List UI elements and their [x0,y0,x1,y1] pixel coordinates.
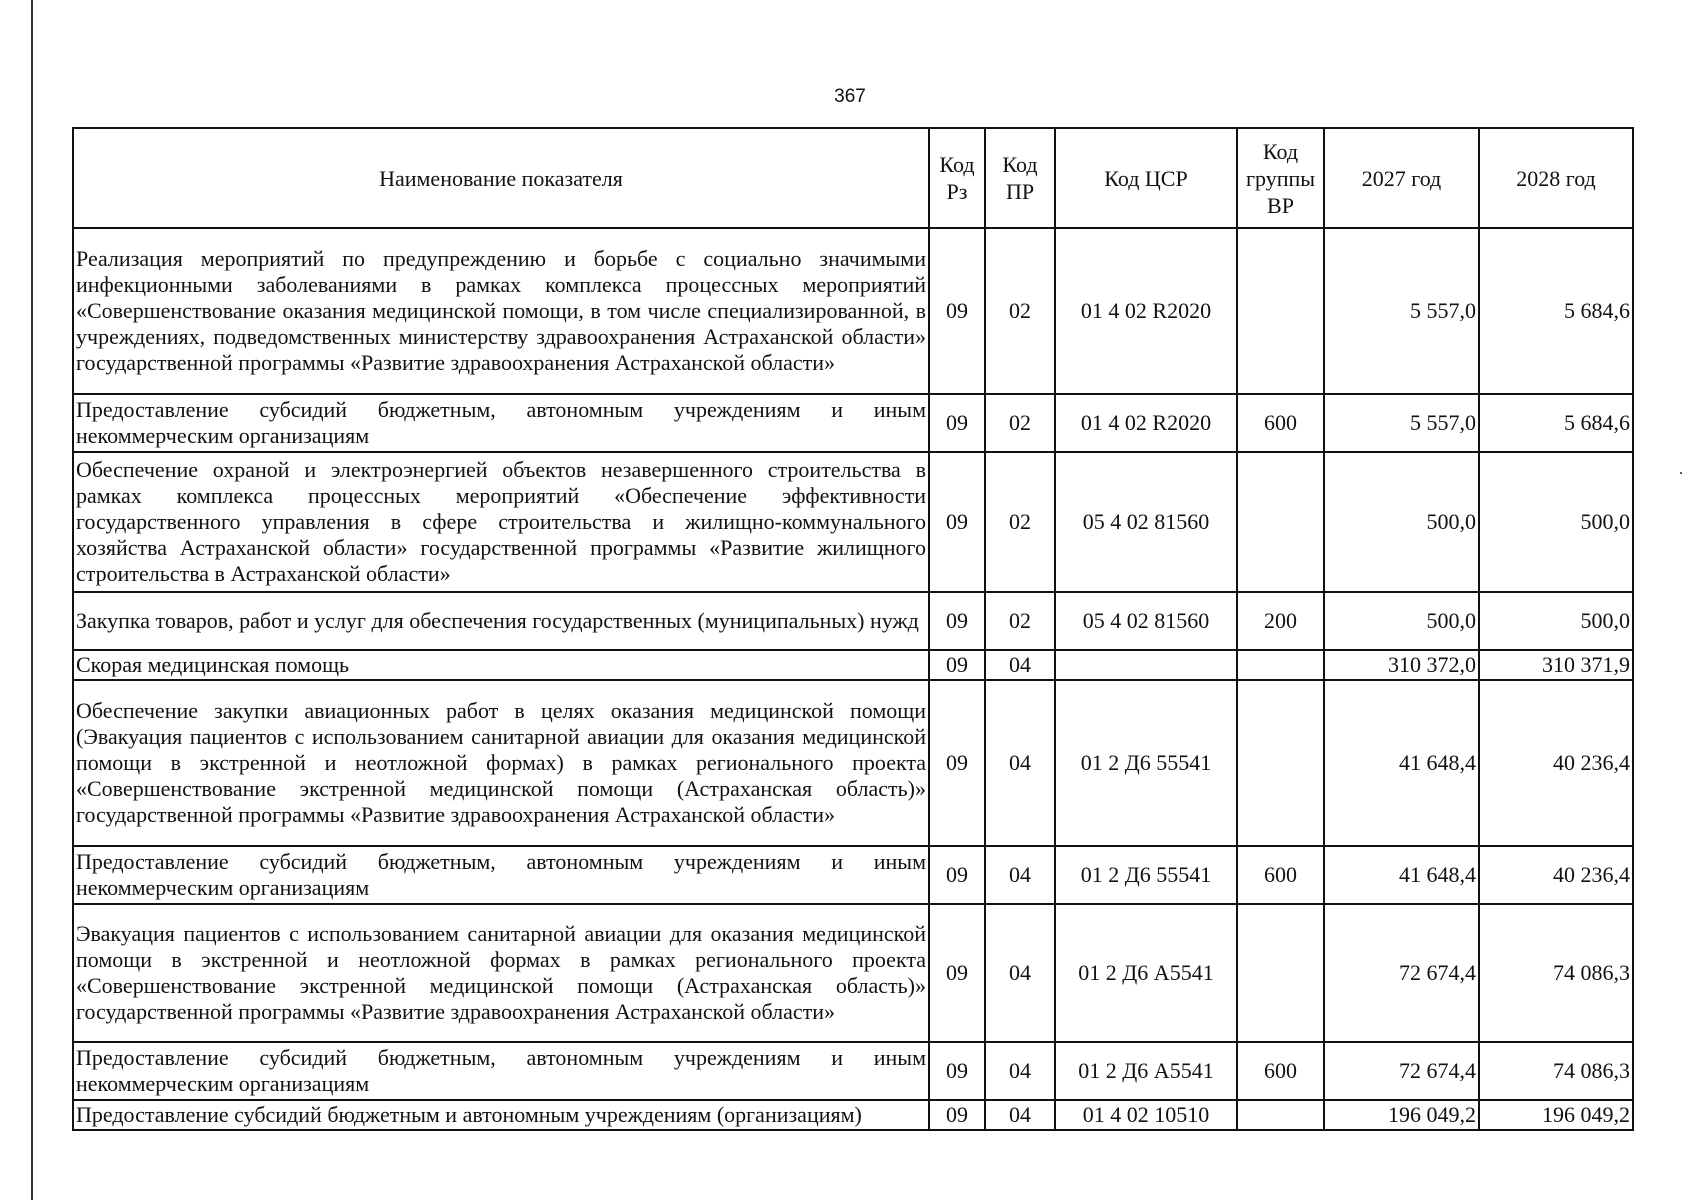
row-csr: 05 4 02 81560 [1055,592,1237,650]
row-pr: 04 [985,846,1055,904]
row-2028: 5 684,6 [1479,228,1633,394]
row-2027: 5 557,0 [1324,228,1479,394]
header-2027: 2027 год [1324,128,1479,228]
table-row [73,592,1633,650]
row-pr: 02 [985,228,1055,394]
row-csr: 01 4 02 R2020 [1055,228,1237,394]
header-csr: Код ЦСР [1055,128,1237,228]
row-rz: 09 [929,904,985,1042]
row-csr: 01 2 Д6 А5541 [1055,1042,1237,1100]
row-2027: 196 049,2 [1324,1100,1479,1130]
row-2027: 41 648,4 [1324,680,1479,846]
row-2028: 40 236,4 [1479,846,1633,904]
row-vr: 600 [1237,1042,1324,1100]
row-name: Предоставление субсидий бюджетным, автономным учреждениям и иным некоммерческим организациям [73,394,929,452]
table-header-row [73,128,1633,228]
row-vr [1237,1100,1324,1130]
row-csr: 01 2 Д6 55541 [1055,846,1237,904]
row-2027: 500,0 [1324,592,1479,650]
table-row [73,680,1633,846]
row-name: Скорая медицинская помощь [73,650,929,680]
row-name: Закупка товаров, работ и услуг для обеспечения государственных (муниципальных) нужд [73,592,929,650]
row-2027: 310 372,0 [1324,650,1479,680]
row-csr [1055,650,1237,680]
row-2027: 500,0 [1324,452,1479,592]
row-2028: 74 086,3 [1479,1042,1633,1100]
row-name: Обеспечение закупки авиационных работ в целях оказания медицинской помощи (Эвакуация пациентов с использованием санитарной авиации для оказания медицинской помощи в экстренной и неотложной формах) в рамках регионального проекта «Совершенствование экстренной медицинской помощи (Астраханская область)» государственной программы «Развитие здравоохранения Астраханской области» [73,680,929,846]
table-row [73,846,1633,904]
row-name: Обеспечение охраной и электроэнергией объектов незавершенного строительства в рамках комплекса процессных мероприятий «Обеспечение эффективности государственного управления в сфере строительства и жилищно-коммунального хозяйства Астраханской области» государственной программы «Развитие жилищного строительства в Астраханской области» [73,452,929,592]
row-2027: 72 674,4 [1324,904,1479,1042]
table-row [73,452,1633,592]
row-rz: 09 [929,394,985,452]
row-2027: 5 557,0 [1324,394,1479,452]
table-row [73,1042,1633,1100]
row-pr: 02 [985,592,1055,650]
row-rz: 09 [929,228,985,394]
row-rz: 09 [929,452,985,592]
table-row [73,904,1633,1042]
table-row [73,228,1633,394]
row-pr: 04 [985,904,1055,1042]
row-2027: 72 674,4 [1324,1042,1479,1100]
row-name: Эвакуация пациентов с использованием санитарной авиации для оказания медицинской помощи в экстренной и неотложной формах в рамках регионального проекта «Совершенствование экстренной медицинской помощи (Астраханская область)» государственной программы «Развитие здравоохранения Астраханской области» [73,904,929,1042]
row-name: Предоставление субсидий бюджетным и автономным учреждениям (организациям) [73,1100,929,1130]
row-2028: 196 049,2 [1479,1100,1633,1130]
row-rz: 09 [929,846,985,904]
row-vr: 600 [1237,846,1324,904]
row-vr [1237,452,1324,592]
row-vr: 200 [1237,592,1324,650]
row-rz: 09 [929,1042,985,1100]
row-pr: 04 [985,650,1055,680]
row-vr [1237,904,1324,1042]
row-pr: 04 [985,680,1055,846]
table-row [73,1100,1633,1130]
row-2028: 40 236,4 [1479,680,1633,846]
table-row [73,650,1633,680]
row-csr: 01 2 Д6 А5541 [1055,904,1237,1042]
header-pr: Код ПР [985,128,1055,228]
row-vr [1237,228,1324,394]
row-rz: 09 [929,1100,985,1130]
header-vr: Код группы ВР [1237,128,1324,228]
row-pr: 04 [985,1042,1055,1100]
row-name: Предоставление субсидий бюджетным, автономным учреждениям и иным некоммерческим организациям [73,1042,929,1100]
row-rz: 09 [929,592,985,650]
row-csr: 05 4 02 81560 [1055,452,1237,592]
row-name: Предоставление субсидий бюджетным, автономным учреждениям и иным некоммерческим организациям [73,846,929,904]
row-rz: 09 [929,650,985,680]
row-vr [1237,680,1324,846]
row-2027: 41 648,4 [1324,846,1479,904]
row-vr: 600 [1237,394,1324,452]
page-number: 367 [834,86,866,107]
row-csr: 01 4 02 10510 [1055,1100,1237,1130]
row-2028: 500,0 [1479,452,1633,592]
row-pr: 04 [985,1100,1055,1130]
row-2028: 74 086,3 [1479,904,1633,1042]
header-2028: 2028 год [1479,128,1633,228]
row-pr: 02 [985,394,1055,452]
header-rz: Код Рз [929,128,985,228]
row-csr: 01 4 02 R2020 [1055,394,1237,452]
row-rz: 09 [929,680,985,846]
row-pr: 02 [985,452,1055,592]
scan-artifact-dot [1680,472,1682,474]
page-margin-line [31,0,33,1200]
row-vr [1237,650,1324,680]
row-name: Реализация мероприятий по предупреждению и борьбе с социально значимыми инфекционными заболеваниями в рамках комплекса процессных мероприятий «Совершенствование оказания медицинской помощи, в том числе специализированной, в учреждениях, подведомственных министерству здравоохранения Астраханской области» государственной программы «Развитие здравоохранения Астраханской области» [73,228,929,394]
row-2028: 500,0 [1479,592,1633,650]
row-csr: 01 2 Д6 55541 [1055,680,1237,846]
budget-table [72,127,1634,1131]
table-row [73,394,1633,452]
row-2028: 310 371,9 [1479,650,1633,680]
row-2028: 5 684,6 [1479,394,1633,452]
header-name: Наименование показателя [73,128,929,228]
